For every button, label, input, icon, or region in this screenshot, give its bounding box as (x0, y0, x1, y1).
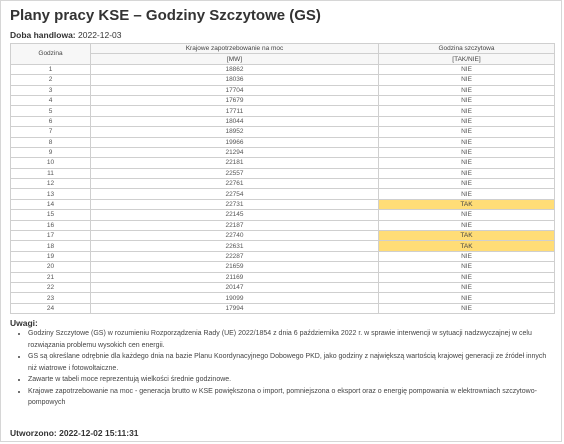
table-row (11, 95, 555, 105)
cell-peak: NIE (379, 75, 555, 85)
cell-demand: 22287 (91, 251, 379, 261)
cell-demand: 18044 (91, 116, 379, 126)
cell-hour: 5 (11, 106, 91, 116)
cell-peak: NIE (379, 116, 555, 126)
header-peak: Godzina szczytowa (379, 44, 555, 54)
note-item: • GS są określane odrębnie dla każdego dnia na bazie Planu Koordynacyjnego Dobowego PKD, jako godziny z największą wartością krajowej generacji ze źródeł innych niż wiatrowe i fotowoltaiczne. (28, 351, 550, 374)
cell-demand: 18952 (91, 127, 379, 137)
cell-hour: 23 (11, 293, 91, 303)
table-row (11, 158, 555, 168)
cell-peak: NIE (379, 179, 555, 189)
cell-hour: 22 (11, 282, 91, 292)
created-label: Utworzono: (10, 428, 57, 438)
created-value: 2022-12-02 15:11:31 (59, 428, 139, 438)
cell-demand: 22761 (91, 179, 379, 189)
cell-hour: 1 (11, 64, 91, 74)
cell-demand: 22181 (91, 158, 379, 168)
cell-hour: 24 (11, 303, 91, 313)
cell-peak: TAK (379, 231, 555, 241)
table-row (11, 137, 555, 147)
table-row (11, 179, 555, 189)
cell-demand: 21659 (91, 262, 379, 272)
note-item: • Godziny Szczytowe (GS) w rozumieniu Rozporządzenia Rady (UE) 2022/1854 z dnia 6 października 2022 r. w sprawie interwencji w sytuacji nadzwyczajnej w celu rozwiązania problemu wysokich cen energii. (28, 328, 550, 351)
cell-peak: NIE (379, 106, 555, 116)
cell-hour: 9 (11, 147, 91, 157)
cell-peak: NIE (379, 272, 555, 282)
peak-hours-table (10, 43, 555, 314)
table-row (11, 303, 555, 313)
cell-hour: 11 (11, 168, 91, 178)
cell-demand: 22731 (91, 199, 379, 209)
cell-demand: 17704 (91, 85, 379, 95)
cell-peak: TAK (379, 199, 555, 209)
cell-hour: 4 (11, 95, 91, 105)
cell-demand: 19966 (91, 137, 379, 147)
note-item: • Krajowe zapotrzebowanie na moc - generacja brutto w KSE powiększona o import, pomniejszona o eksport oraz o energię pompowania w elektrowniach szczytowo-pompowych (28, 386, 550, 409)
cell-demand: 17711 (91, 106, 379, 116)
cell-hour: 21 (11, 272, 91, 282)
cell-peak: NIE (379, 210, 555, 220)
created-timestamp (10, 428, 139, 438)
cell-demand: 17994 (91, 303, 379, 313)
header-hour: Godzina (11, 44, 91, 65)
cell-demand: 17679 (91, 95, 379, 105)
header-demand: Krajowe zapotrzebowanie na moc (91, 44, 379, 54)
cell-hour: 8 (11, 137, 91, 147)
cell-hour: 14 (11, 199, 91, 209)
cell-hour: 2 (11, 75, 91, 85)
table-row (11, 199, 555, 209)
cell-peak: NIE (379, 303, 555, 313)
table-row (11, 64, 555, 74)
cell-demand: 18036 (91, 75, 379, 85)
table-body (11, 64, 555, 313)
header-peak-unit: [TAK/NIE] (379, 54, 555, 64)
cell-demand: 22187 (91, 220, 379, 230)
cell-peak: NIE (379, 220, 555, 230)
table-row (11, 189, 555, 199)
table-row (11, 282, 555, 292)
table-row (11, 262, 555, 272)
cell-peak: NIE (379, 137, 555, 147)
cell-peak: TAK (379, 241, 555, 251)
cell-hour: 18 (11, 241, 91, 251)
cell-peak: NIE (379, 147, 555, 157)
trading-day-label: Doba handlowa: (10, 30, 76, 40)
cell-demand: 22145 (91, 210, 379, 220)
cell-peak: NIE (379, 158, 555, 168)
cell-peak: NIE (379, 282, 555, 292)
cell-peak: NIE (379, 95, 555, 105)
cell-peak: NIE (379, 189, 555, 199)
table-row (11, 147, 555, 157)
cell-demand: 19099 (91, 293, 379, 303)
cell-demand: 18862 (91, 64, 379, 74)
table-row (11, 116, 555, 126)
table-row (11, 293, 555, 303)
cell-peak: NIE (379, 85, 555, 95)
cell-demand: 22557 (91, 168, 379, 178)
cell-demand: 22754 (91, 189, 379, 199)
cell-hour: 6 (11, 116, 91, 126)
cell-hour: 17 (11, 231, 91, 241)
header-demand-unit: [MW] (91, 54, 379, 64)
cell-peak: NIE (379, 262, 555, 272)
table-row (11, 251, 555, 261)
cell-demand: 20147 (91, 282, 379, 292)
cell-demand: 22740 (91, 231, 379, 241)
table-row (11, 220, 555, 230)
table-row (11, 231, 555, 241)
cell-hour: 7 (11, 127, 91, 137)
page-title: Plany pracy KSE – Godziny Szczytowe (GS) (10, 7, 321, 24)
table-row (11, 241, 555, 251)
cell-peak: NIE (379, 293, 555, 303)
cell-hour: 19 (11, 251, 91, 261)
table-row (11, 168, 555, 178)
table-row (11, 75, 555, 85)
cell-peak: NIE (379, 251, 555, 261)
table-row (11, 127, 555, 137)
notes-title: Uwagi: (10, 318, 38, 328)
trading-day-value: 2022-12-03 (78, 30, 122, 40)
cell-hour: 20 (11, 262, 91, 272)
cell-hour: 10 (11, 158, 91, 168)
notes-list (10, 328, 550, 409)
cell-hour: 12 (11, 179, 91, 189)
cell-hour: 3 (11, 85, 91, 95)
cell-hour: 13 (11, 189, 91, 199)
cell-demand: 22631 (91, 241, 379, 251)
table-row (11, 106, 555, 116)
cell-peak: NIE (379, 168, 555, 178)
cell-hour: 15 (11, 210, 91, 220)
cell-peak: NIE (379, 127, 555, 137)
cell-demand: 21169 (91, 272, 379, 282)
cell-demand: 21294 (91, 147, 379, 157)
cell-peak: NIE (379, 64, 555, 74)
cell-hour: 16 (11, 220, 91, 230)
table-row (11, 85, 555, 95)
note-item: • Zawarte w tabeli moce reprezentują wielkości średnie godzinowe. (28, 374, 550, 386)
trading-day (10, 30, 122, 40)
table-row (11, 210, 555, 220)
table-row (11, 272, 555, 282)
